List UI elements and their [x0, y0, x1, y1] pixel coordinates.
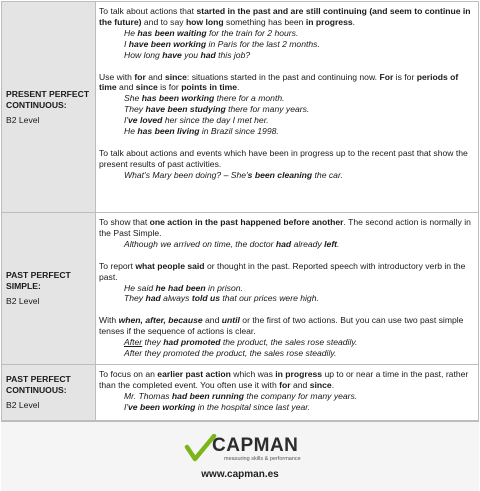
text-run: ve loved [128, 115, 163, 126]
tense-name: PAST PERFECT CONTINUOUS: [6, 374, 71, 395]
text-run: had [275, 238, 292, 249]
text-run: had been running [171, 390, 245, 401]
text-run: when, after, because [118, 315, 203, 326]
text-run: one action in the past happened before another [149, 217, 344, 227]
text-run: points in time [181, 82, 238, 93]
text-run: After they promoted the product, the sales rose steadily. [124, 348, 337, 359]
tense-level: B2 Level [6, 400, 40, 410]
text-run: is for [157, 82, 182, 93]
text-run: what people said [135, 260, 205, 271]
spacer [99, 61, 474, 72]
usage-cell [96, 365, 479, 421]
grammar-row [2, 2, 479, 213]
text-run: After [124, 337, 143, 348]
text-run: He [124, 126, 138, 137]
text-run: . [331, 379, 335, 390]
text-run: periods of time [99, 71, 459, 93]
usage-cell [96, 2, 479, 213]
example-sentence [124, 28, 474, 39]
text-run: this job? [215, 49, 251, 60]
example-sentence [124, 239, 474, 250]
text-run: in progress [275, 369, 323, 379]
grammar-table [1, 1, 479, 421]
text-run: for [279, 379, 291, 390]
text-run: in prison. [205, 282, 243, 293]
spacer [99, 250, 474, 261]
text-run: how long [185, 16, 224, 27]
text-run: . [352, 16, 356, 27]
text-run: She [124, 93, 142, 104]
text-run: or the first of two actions. But you can use two past simple tenses if the sequence of actions is clear. [99, 315, 464, 337]
text-run: . [337, 238, 340, 249]
text-run: They [124, 104, 146, 115]
text-run: I' [124, 401, 129, 412]
text-run: They [124, 293, 146, 304]
tense-level: B2 Level [6, 114, 40, 125]
text-run: in Brazil since 1998. [199, 126, 279, 137]
tense-cell [2, 2, 96, 213]
text-run: that our prices were high. [220, 293, 319, 304]
text-run: and [202, 315, 222, 326]
text-run: What's Mary been doing? – She' [124, 169, 248, 180]
text-run: How long [124, 49, 163, 60]
spacer [99, 304, 474, 315]
text-run: in Paris for the last 2 months. [206, 38, 320, 49]
usage-rule [99, 315, 474, 337]
text-run: for the train for 2 hours. [206, 27, 299, 38]
text-run: since [164, 71, 187, 82]
text-run: have [162, 49, 182, 60]
text-run: have been studying [145, 104, 226, 115]
logo-text: CAPMAN [212, 435, 299, 456]
text-run: started in the past and are still continuing (and seem to continue in the future) [99, 6, 471, 27]
text-run: the product, the sales rose steadily. [220, 337, 358, 348]
text-run: earlier past action [157, 369, 231, 379]
example-sentence [124, 283, 474, 294]
text-run: since [309, 379, 332, 390]
text-run: has been living [137, 126, 200, 137]
text-run: up to or near a time in the past, rather than the completed event. You often use it with [99, 369, 469, 390]
text-run: which was [230, 369, 276, 379]
text-run: her since the day I met her. [162, 115, 269, 126]
example-sentence [124, 50, 474, 61]
text-run: . [237, 82, 240, 93]
example-sentence [124, 104, 474, 115]
text-run: : situations started in the past and continuing now. [186, 71, 380, 82]
text-run: he had been [155, 282, 206, 293]
footer [1, 421, 479, 491]
usage-rule [99, 369, 474, 391]
tense-name: PRESENT PERFECT CONTINUOUS: [6, 88, 90, 110]
text-run: something has been [223, 16, 306, 27]
text-run: left [324, 238, 338, 249]
example-sentence [124, 293, 474, 304]
text-run: the company for many years. [244, 390, 358, 401]
example-sentence [124, 93, 474, 104]
usage-rule [99, 217, 474, 239]
example-sentence [124, 126, 474, 137]
capman-logo [184, 434, 304, 464]
text-run: since [135, 82, 158, 93]
example-sentence [124, 402, 474, 413]
text-run: the car. [312, 169, 343, 180]
text-run: is for [393, 71, 417, 82]
text-run: has been working [141, 93, 215, 104]
text-run: To focus on an [99, 369, 158, 379]
example-sentence [124, 348, 474, 359]
tense-level: B2 Level [6, 296, 40, 306]
example-sentence [124, 39, 474, 50]
text-run: s [247, 169, 253, 180]
text-run: For [379, 71, 394, 82]
text-run: for [134, 71, 146, 82]
text-run: Use with [99, 71, 135, 82]
usage-rule [99, 6, 474, 28]
grammar-row [2, 213, 479, 365]
text-run: He said [124, 282, 156, 293]
text-run: I' [124, 115, 129, 126]
example-sentence [124, 170, 474, 181]
text-run: until [221, 315, 240, 326]
text-run: had promoted [163, 337, 221, 348]
text-run: in the hospital since last year. [195, 401, 311, 412]
text-run: they [142, 337, 164, 348]
text-run: ve been working [128, 401, 196, 412]
usage-rule [99, 148, 474, 170]
tense-name: PAST PERFECT SIMPLE: [6, 270, 71, 291]
usage-rule [99, 72, 474, 94]
website-url: www.capman.es [201, 469, 279, 480]
text-run: To show that [99, 217, 150, 227]
text-run: there for many years. [225, 104, 310, 115]
text-run: have been working [128, 38, 207, 49]
tense-cell [2, 365, 96, 421]
text-run: told us [191, 293, 220, 304]
text-run: already [291, 238, 325, 249]
text-run: and [116, 82, 136, 93]
text-run: Mr. Thomas [124, 390, 172, 401]
text-run: With [99, 315, 119, 326]
text-run: To report [99, 260, 136, 271]
spacer [99, 137, 474, 148]
example-sentence [124, 337, 474, 348]
text-run: always [160, 293, 192, 304]
text-run: Although we arrived on time, the doctor [124, 238, 276, 249]
text-run: and to say [141, 16, 186, 27]
logo-tagline: measuring skills & performance [224, 456, 301, 462]
text-run: there for a month. [214, 93, 285, 104]
text-run: had [200, 49, 216, 60]
text-run: has been waiting [137, 27, 207, 38]
text-run: I [124, 38, 129, 49]
text-run: in progress [305, 16, 353, 27]
text-run: or thought in the past. Reported speech with introductory verb in the past. [99, 260, 466, 282]
grammar-row [2, 365, 479, 421]
text-run: To talk about actions and events which have been in progress up to the recent past that show the present results of past activities. [99, 147, 468, 169]
usage-rule [99, 261, 474, 283]
text-run: He [124, 27, 138, 38]
tense-cell [2, 213, 96, 365]
text-run: you [181, 49, 201, 60]
text-run: and [290, 379, 310, 390]
text-run: and [145, 71, 165, 82]
text-run: been cleaning [254, 169, 313, 180]
text-run: . The second action is normally in the Past Simple. [99, 217, 471, 238]
text-run: To talk about actions that [99, 6, 197, 16]
usage-cell [96, 213, 479, 365]
example-sentence [124, 115, 474, 126]
text-run: had [145, 293, 161, 304]
example-sentence [124, 391, 474, 402]
